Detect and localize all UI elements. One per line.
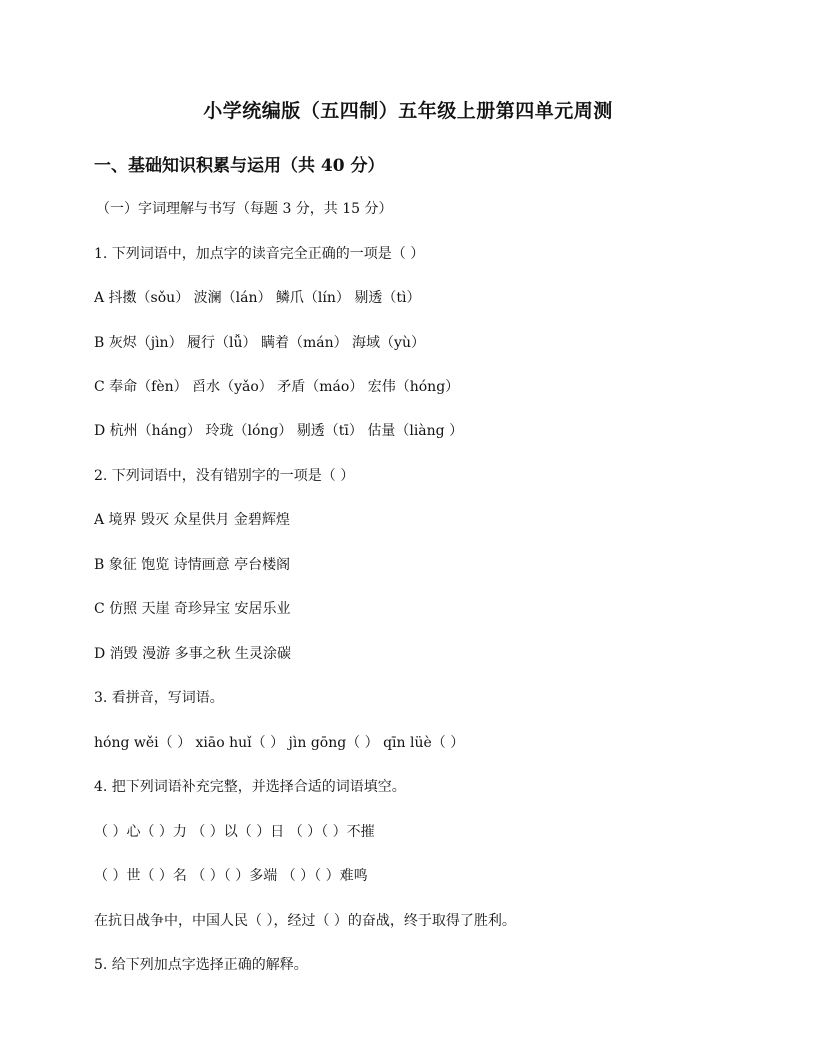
question-1-stem: 1. 下列词语中，加点字的读音完全正确的一项是（ ） (94, 246, 425, 262)
question-2-option-d: D 消毁 漫游 多事之秋 生灵涂碳 (94, 646, 292, 662)
question-1-option-d: D 杭州（háng） 玲珑（lóng） 剔透（tī） 估量（liàng ） (94, 423, 464, 439)
question-4-row-1: （ ）心（ ）力 （ ）以（ ）日 （ ）（ ）不摧 (94, 824, 375, 840)
section-heading: 一、基础知识积累与运用（共 40 分） (94, 156, 385, 176)
question-1-option-c: C 奉命（fèn） 舀水（yǎo） 矛盾（máo） 宏伟（hóng） (94, 379, 460, 395)
page-title: 小学统编版（五四制）五年级上册第四单元周测 (203, 100, 613, 122)
question-2-stem: 2. 下列词语中，没有错别字的一项是（ ） (94, 468, 355, 484)
question-3-pinyin: hóng wěi（ ） xiāo huǐ（ ） jìn gōng（ ） qīn lüè（ ） (94, 735, 465, 751)
question-2-option-c: C 仿照 天崖 奇珍异宝 安居乐业 (94, 601, 291, 617)
subsection-heading: （一）字词理解与书写（每题 3 分，共 15 分） (96, 201, 393, 217)
question-4-sentence: 在抗日战争中，中国人民（ ），经过（ ）的奋战，终于取得了胜利。 (94, 913, 516, 929)
question-4-stem: 4. 把下列词语补充完整，并选择合适的词语填空。 (94, 779, 406, 795)
question-1-option-a: A 抖擞（sǒu） 波澜（lán） 鳞爪（lín） 剔透（tì） (94, 290, 421, 306)
question-5-stem: 5. 给下列加点字选择正确的解释。 (94, 957, 308, 973)
question-2-option-b: B 象征 饱览 诗情画意 亭台楼阁 (94, 557, 291, 573)
question-1-option-b: B 灰烬（jìn） 履行（lǚ） 瞒着（mán） 海域（yù） (94, 335, 425, 351)
question-4-row-2: （ ）世（ ）名 （ ）（ ）多端 （ ）（ ）难鸣 (94, 868, 368, 884)
question-2-option-a: A 境界 毁灭 众星供月 金碧辉煌 (94, 512, 290, 528)
question-3-stem: 3. 看拼音，写词语。 (94, 690, 224, 706)
